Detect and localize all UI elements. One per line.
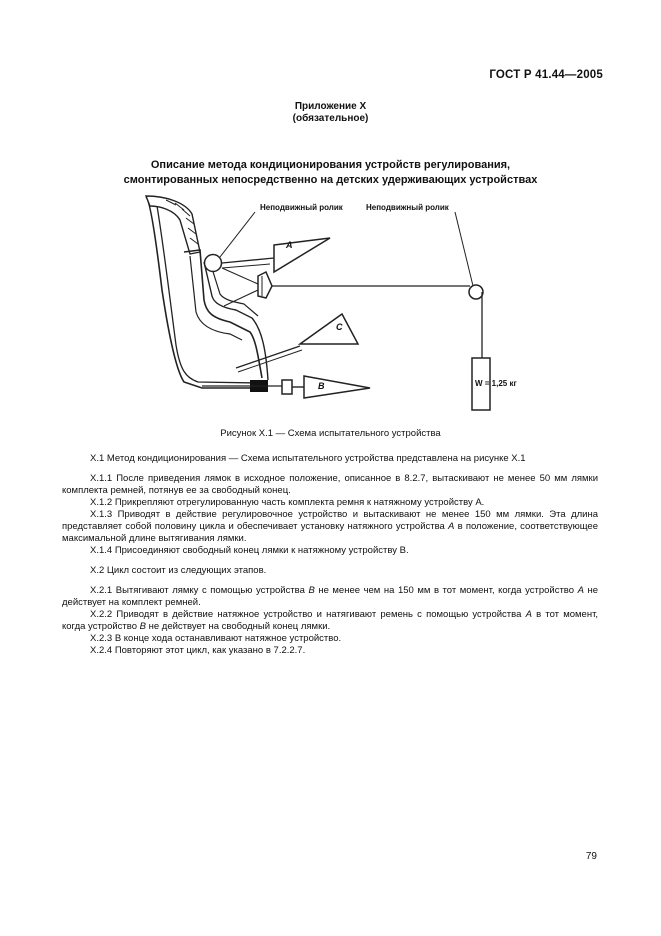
appendix-title: Приложение Х — [294, 101, 367, 112]
fixed-roller-2 — [469, 285, 483, 299]
label-device-c: C — [336, 322, 343, 332]
paragraph-x1-1: Х.1.1 После приведения лямок в исходное положение, описанное в 8.2.7, вытаскивают не менее 50 мм лямки комплекта ремней, потянув ее за свободный конец. — [62, 473, 598, 496]
strap-to-a — [222, 258, 274, 263]
seat-shell-outer — [146, 197, 258, 388]
label-weight: W = 1,25 кг — [475, 379, 517, 388]
fixed-roller-1 — [205, 255, 222, 272]
strap-to-c — [236, 346, 300, 368]
device-c — [300, 314, 358, 344]
label-fixed-roller-1: Неподвижный ролик — [260, 203, 343, 212]
retractor — [258, 272, 272, 298]
appendix-status: (обязательное) — [292, 113, 369, 124]
device-b-clamp — [282, 380, 292, 394]
standard-code: ГОСТ Р 41.44—2005 — [489, 69, 603, 81]
headrest — [146, 196, 200, 254]
paragraph-x2-2: Х.2.2 Приводят в действие натяжное устройство и натягивают ремень с помощью устройства А в тот момент, когда устройство В не действует на свободный конец лямки. — [62, 609, 599, 632]
paragraph-x1-4: Х.1.4 Присоединяют свободный конец лямки к натяжному устройству В. — [90, 545, 409, 556]
label-fixed-roller-2: Неподвижный ролик — [366, 203, 449, 212]
paragraph-x1-3: Х.1.3 Приводят в действие регулировочное устройство и вытаскивают не менее 150 мм лямки. Эта длина представляет собой половину цикла и обеспечивает установку натяжного устройства А в положение, соответствующее максимальной длине вытягивания лямки. — [62, 509, 598, 544]
label-device-b: B — [318, 381, 325, 391]
device-a — [274, 238, 330, 272]
leader-roller-1 — [220, 212, 255, 257]
body-text — [62, 453, 598, 657]
paragraph-x1: Х.1 Метод кондиционирования — Схема испытательного устройства представлена на рисунке Х.1 — [90, 453, 526, 464]
device-b — [304, 376, 370, 398]
paragraph-x2-3: Х.2.3 В конце хода останавливают натяжное устройство. — [90, 633, 342, 644]
paragraph-x2-4: Х.2.4 Повторяют этот цикл, как указано в 7.2.2.7. — [90, 645, 306, 656]
paragraph-x2: Х.2 Цикл состоит из следующих этапов. — [90, 565, 267, 576]
paragraph-x1-2: Х.1.2 Прикрепляют отрегулированную часть комплекта ремня к натяжному устройству А. — [90, 497, 485, 508]
paragraph-x2-1: Х.2.1 Вытягивают лямку с помощью устройства В не менее чем на 150 мм в тот момент, когда устройство А не действует на комплект ремней. — [62, 585, 598, 608]
page-number: 79 — [585, 851, 597, 862]
figure-caption: Рисунок Х.1 — Схема испытательного устройства — [220, 428, 441, 439]
seat-back — [184, 250, 262, 378]
section-title-line2: смонтированных непосредственно на детских удерживающих устройствах — [123, 174, 538, 186]
section-title-line1: Описание метода кондиционирования устройств регулирования, — [150, 159, 511, 171]
leader-roller-2 — [455, 212, 474, 290]
label-device-a: A — [286, 240, 293, 250]
